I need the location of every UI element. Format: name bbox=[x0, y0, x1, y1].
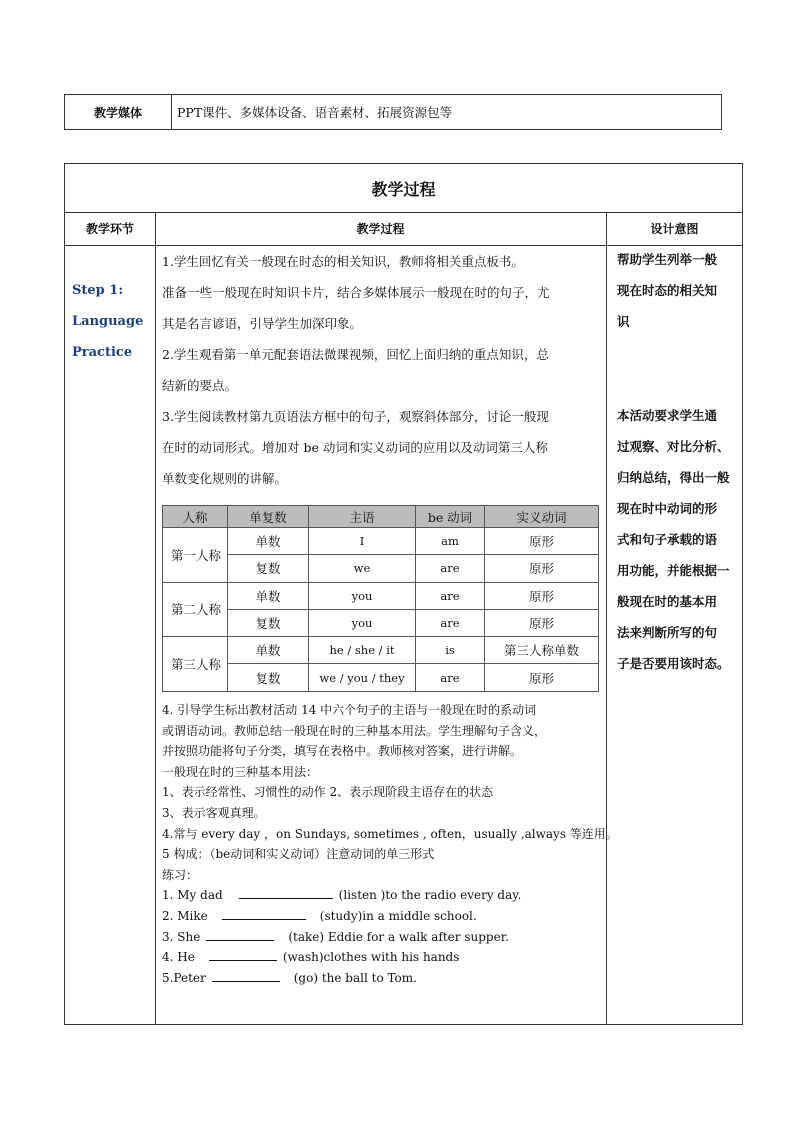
media-value: PPT课件、多媒体设备、语音素材、拓展资源包等 bbox=[177, 105, 453, 120]
note-line: 1、表示经常性、习惯性的动作 2、表示现阶段主语存在的状态 bbox=[162, 785, 494, 800]
table-cell: 复数 bbox=[228, 609, 309, 636]
table-cell: are bbox=[416, 664, 485, 691]
table-cell: we / you / they bbox=[309, 664, 416, 691]
note-line: 一般现在时的三种基本用法： bbox=[162, 764, 319, 779]
paragraph-line: 结新的要点。 bbox=[162, 378, 238, 393]
table-cell: you bbox=[309, 582, 416, 609]
table-cell: 复数 bbox=[228, 555, 309, 582]
header-row bbox=[65, 212, 742, 246]
exercise-suffix: (go) the ball to Tom. bbox=[293, 970, 417, 985]
intent-line: 般现在时的基本用 bbox=[617, 594, 718, 609]
table-row bbox=[163, 664, 599, 691]
exercise-item bbox=[162, 947, 610, 968]
process-table bbox=[64, 163, 743, 1025]
answer-blank[interactable] bbox=[209, 948, 277, 961]
step-label-line2: Language bbox=[72, 314, 144, 329]
table-cell: 原形 bbox=[485, 609, 599, 636]
answer-blank[interactable] bbox=[239, 886, 333, 899]
exercise-item bbox=[162, 885, 610, 906]
answer-blank[interactable] bbox=[222, 907, 306, 920]
intent-line: 帮助学生列举一般 bbox=[617, 252, 718, 267]
conj-header-cell: 人称 bbox=[163, 506, 228, 528]
intent-line: 法来判断所写的句 bbox=[617, 625, 718, 640]
table-cell: 单数 bbox=[228, 582, 309, 609]
table-row bbox=[163, 582, 599, 609]
table-cell: are bbox=[416, 609, 485, 636]
intent-line: 子是否要用该时态。 bbox=[617, 656, 730, 671]
table-row bbox=[163, 609, 599, 636]
design-intent-1 bbox=[617, 244, 739, 337]
table-cell: 单数 bbox=[228, 528, 309, 555]
table-cell: you bbox=[309, 609, 416, 636]
person-cell: 第三人称 bbox=[163, 637, 228, 692]
media-label: 教学媒体 bbox=[65, 95, 172, 129]
table-row bbox=[163, 528, 599, 555]
table-cell: 原形 bbox=[485, 528, 599, 555]
intent-line: 用功能，并能根据一 bbox=[617, 563, 730, 578]
usage-notes bbox=[162, 700, 618, 988]
note-line: 4. 引导学生标出教材活动 14 中六个句子的主语与一般现在时的系动词 bbox=[162, 703, 537, 717]
process-title: 教学过程 bbox=[65, 164, 742, 213]
exercise-item bbox=[162, 968, 610, 989]
exercise-prefix: 1. My dad bbox=[162, 888, 223, 903]
table-row bbox=[163, 555, 599, 582]
header-intent: 设计意图 bbox=[650, 222, 699, 236]
exercise-prefix: 3. She bbox=[162, 929, 201, 944]
exercise-suffix: (listen )to the radio every day. bbox=[338, 888, 522, 903]
table-row bbox=[163, 637, 599, 664]
table-cell: 原形 bbox=[485, 555, 599, 582]
column-divider bbox=[155, 212, 156, 1024]
intent-line: 过观察、对比分析、 bbox=[617, 439, 730, 454]
step-label-line3: Practice bbox=[72, 345, 133, 360]
header-process: 教学过程 bbox=[356, 222, 405, 236]
note-line: 3、表示客观真理。 bbox=[162, 805, 266, 820]
exercise-item bbox=[162, 906, 610, 927]
table-cell: I bbox=[309, 528, 416, 555]
conj-header-cell: 主语 bbox=[309, 506, 416, 528]
answer-blank[interactable] bbox=[206, 928, 274, 941]
table-cell: is bbox=[416, 637, 485, 664]
table-cell: 原形 bbox=[485, 582, 599, 609]
exercise-suffix: (take) Eddie for a walk after supper. bbox=[288, 929, 509, 944]
person-cell: 第一人称 bbox=[163, 528, 228, 583]
paragraph-line: 在时的动词形式。增加对 be 动词和实义动词的应用以及动词第三人称 bbox=[162, 440, 548, 455]
table-cell: he / she / it bbox=[309, 637, 416, 664]
intent-line: 式和句子承载的语 bbox=[617, 532, 718, 547]
media-table bbox=[64, 94, 722, 130]
table-cell: 单数 bbox=[228, 637, 309, 664]
paragraph-line: 1.学生回忆有关一般现在时态的相关知识，教师将相关重点板书。 bbox=[162, 254, 524, 269]
exercise-prefix: 4. He bbox=[162, 950, 195, 965]
conj-header-cell: 实义动词 bbox=[485, 506, 599, 528]
conjugation-header-row bbox=[163, 506, 599, 528]
exercise-prefix: 5.Peter bbox=[162, 970, 206, 985]
paragraph-line: 准备一些一般现在时知识卡片，结合多媒体展示一般现在时的句子，尤 bbox=[162, 285, 550, 300]
exercise-prefix: 2. Mike bbox=[162, 908, 208, 923]
conj-header-cell: be 动词 bbox=[416, 506, 485, 528]
step-label-line1: Step 1: bbox=[72, 283, 124, 298]
note-line: 或谓语动词。教师总结一般现在时的三种基本用法。学生理解句子含义， bbox=[162, 723, 547, 738]
answer-blank[interactable] bbox=[212, 969, 280, 982]
conj-header-cell: 单复数 bbox=[228, 506, 309, 528]
note-line: 4.常与 every day ，on Sundays, sometimes , often，usually ,always 等连用。 bbox=[162, 826, 618, 841]
conjugation-table bbox=[162, 505, 599, 692]
intent-line: 识 bbox=[617, 314, 630, 329]
note-line: 并按照功能将句子分类，填写在表格中。教师核对答案，进行讲解。 bbox=[162, 744, 523, 759]
design-intent-2 bbox=[617, 400, 739, 679]
table-cell: 复数 bbox=[228, 664, 309, 691]
note-line: 练习： bbox=[162, 867, 199, 882]
exercise-suffix: (wash)clothes with his hands bbox=[282, 950, 460, 965]
table-cell: are bbox=[416, 555, 485, 582]
note-line: 5 构成：（be动词和实义动词）注意动词的单三形式 bbox=[162, 847, 435, 862]
intent-line: 本活动要求学生通 bbox=[617, 408, 718, 423]
table-cell: are bbox=[416, 582, 485, 609]
header-stage: 教学环节 bbox=[85, 222, 134, 236]
exercise-suffix: (study)in a middle school. bbox=[319, 908, 477, 923]
paragraph-line: 其是名言谚语，引导学生加深印象。 bbox=[162, 316, 363, 331]
intent-line: 现在时中动词的形 bbox=[617, 501, 718, 516]
paragraph-line: 单数变化规则的讲解。 bbox=[162, 471, 288, 486]
table-cell: 第三人称单数 bbox=[485, 637, 599, 664]
table-cell: 原形 bbox=[485, 664, 599, 691]
process-paragraphs bbox=[162, 246, 598, 494]
intent-line: 现在时态的相关知 bbox=[617, 283, 718, 298]
exercise-item bbox=[162, 927, 610, 948]
intent-line: 归纳总结，得出一般 bbox=[617, 470, 730, 485]
table-cell: we bbox=[309, 555, 416, 582]
paragraph-line: 2.学生观看第一单元配套语法微课视频，回忆上面归纳的重点知识，总 bbox=[162, 347, 549, 362]
table-cell: am bbox=[416, 528, 485, 555]
paragraph-line: 3.学生阅读教材第九页语法方框中的句子，观察斜体部分，讨论一般现 bbox=[162, 409, 549, 424]
person-cell: 第二人称 bbox=[163, 582, 228, 637]
